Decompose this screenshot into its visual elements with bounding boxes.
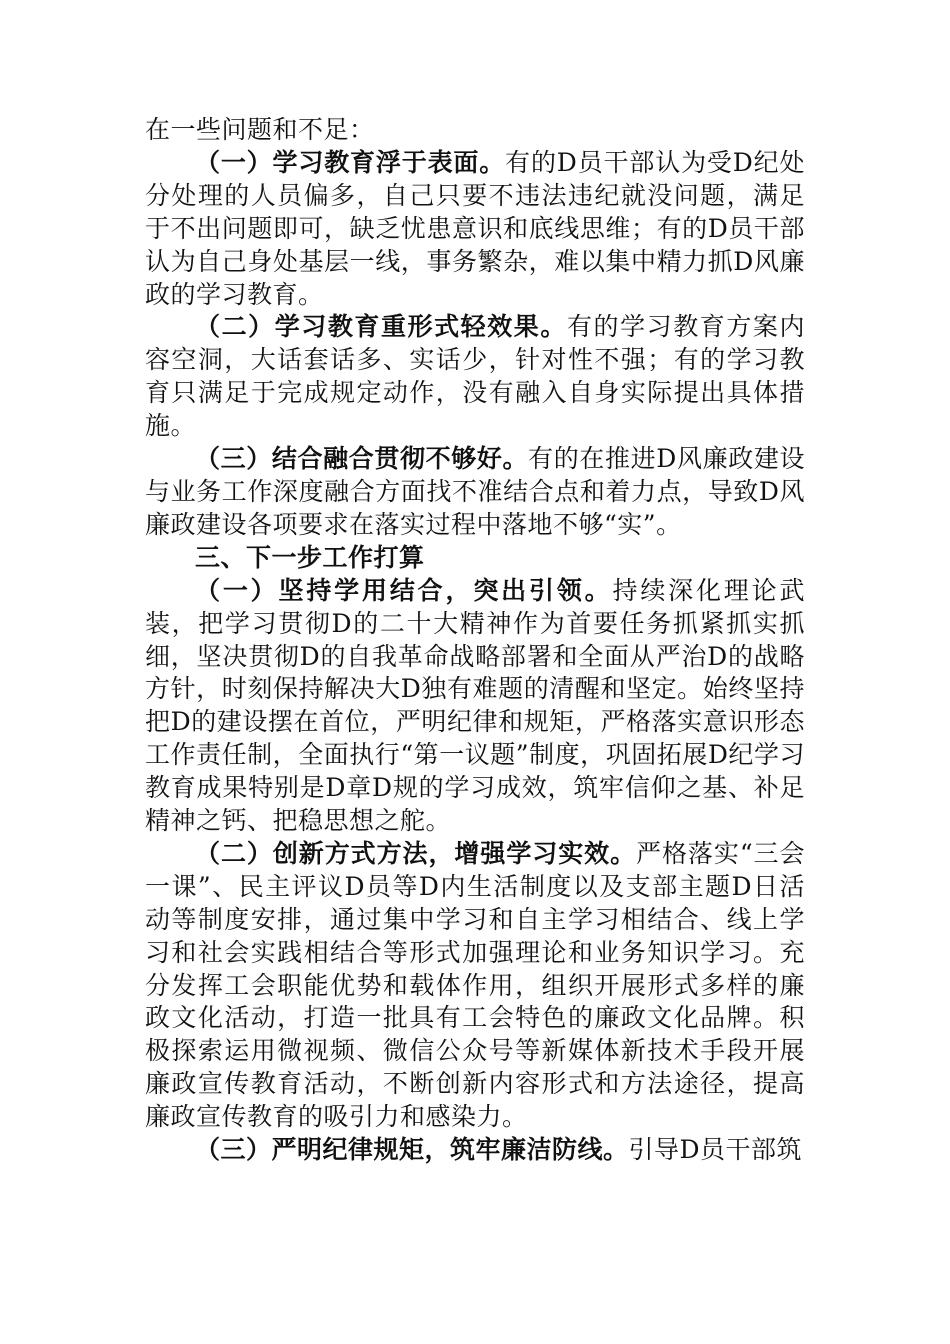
paragraph-problem-3 bbox=[145, 443, 805, 542]
document-page bbox=[145, 114, 805, 1167]
paragraph-text: 有的D员干部认为受D纪处分处理的人员偏多，自己只要不违法违纪就没问题，满足于不出问题即可，缺乏忧患意识和底线思维；有的D员干部认为自己身处基层一线，事务繁杂，难以集中精力抓D风廉政的学习教育。 bbox=[145, 147, 805, 309]
paragraph-text: 有的在推进D风廉政建设与业务工作深度融合方面找不准结合点和着力点，导致D风廉政建设各项要求在落实过程中落地不够“实”。 bbox=[145, 444, 805, 539]
paragraph-lead: （一）坚持学用结合，突出引领。 bbox=[195, 575, 613, 605]
section-heading: 三、下一步工作打算 bbox=[195, 542, 425, 572]
paragraph-intro bbox=[145, 114, 805, 147]
paragraph-text: 在一些问题和不足： bbox=[145, 115, 375, 144]
paragraph-problem-2 bbox=[145, 311, 805, 443]
paragraph-lead: （三）严明纪律规矩，筑牢廉洁防线。 bbox=[195, 1135, 629, 1165]
paragraph-plan-2 bbox=[145, 838, 805, 1134]
paragraph-text: 持续深化理论武装，把学习贯彻D的二十大精神作为首要任务抓紧抓实抓细，坚决贯彻D的自我革命战略部署和全面从严治D的战略方针，时刻保持解决大D独有难题的清醒和坚定。始终坚持把D的建设摆在首位，严明纪律和规矩，严格落实意识形态工作责任制，全面执行“第一议题”制度，巩固拓展D纪学习教育成果特别是D章D规的学习成效，筑牢信仰之基、补足精神之钙、把稳思想之舵。 bbox=[145, 575, 805, 836]
paragraph-lead: （一）学习教育浮于表面。 bbox=[195, 147, 506, 177]
paragraph-lead: （二）创新方式方法，增强学习实效。 bbox=[195, 838, 637, 868]
paragraph-text: 严格落实“三会一课”、民主评议D员等D内生活制度以及支部主题D日活动等制度安排，通过集中学习和自主学习相结合、线上学习和社会实践相结合等形式加强理论和业务知识学习。充分发挥工会职能优势和载体作用，组织开展形式多样的廉政文化活动，打造一批具有工会特色的廉政文化品牌。积极探索运用微视频、微信公众号等新媒体新技术手段开展廉政宣传教育活动，不断创新内容形式和方法途径，提高廉政宣传教育的吸引力和感染力。 bbox=[145, 838, 805, 1132]
paragraph-plan-1 bbox=[145, 575, 805, 838]
paragraph-text: 引导D员干部筑 bbox=[628, 1135, 803, 1165]
paragraph-lead: （三）结合融合贯彻不够好。 bbox=[195, 444, 529, 474]
paragraph-problem-1 bbox=[145, 147, 805, 312]
paragraph-lead: （二）学习教育重形式轻效果。 bbox=[195, 312, 567, 342]
paragraph-plan-3 bbox=[145, 1134, 805, 1167]
paragraph-text: 有的学习教育方案内容空洞，大话套话多、实话少，针对性不强；有的学习教育只满足于完成规定动作，没有融入自身实际提出具体措施。 bbox=[145, 312, 805, 441]
